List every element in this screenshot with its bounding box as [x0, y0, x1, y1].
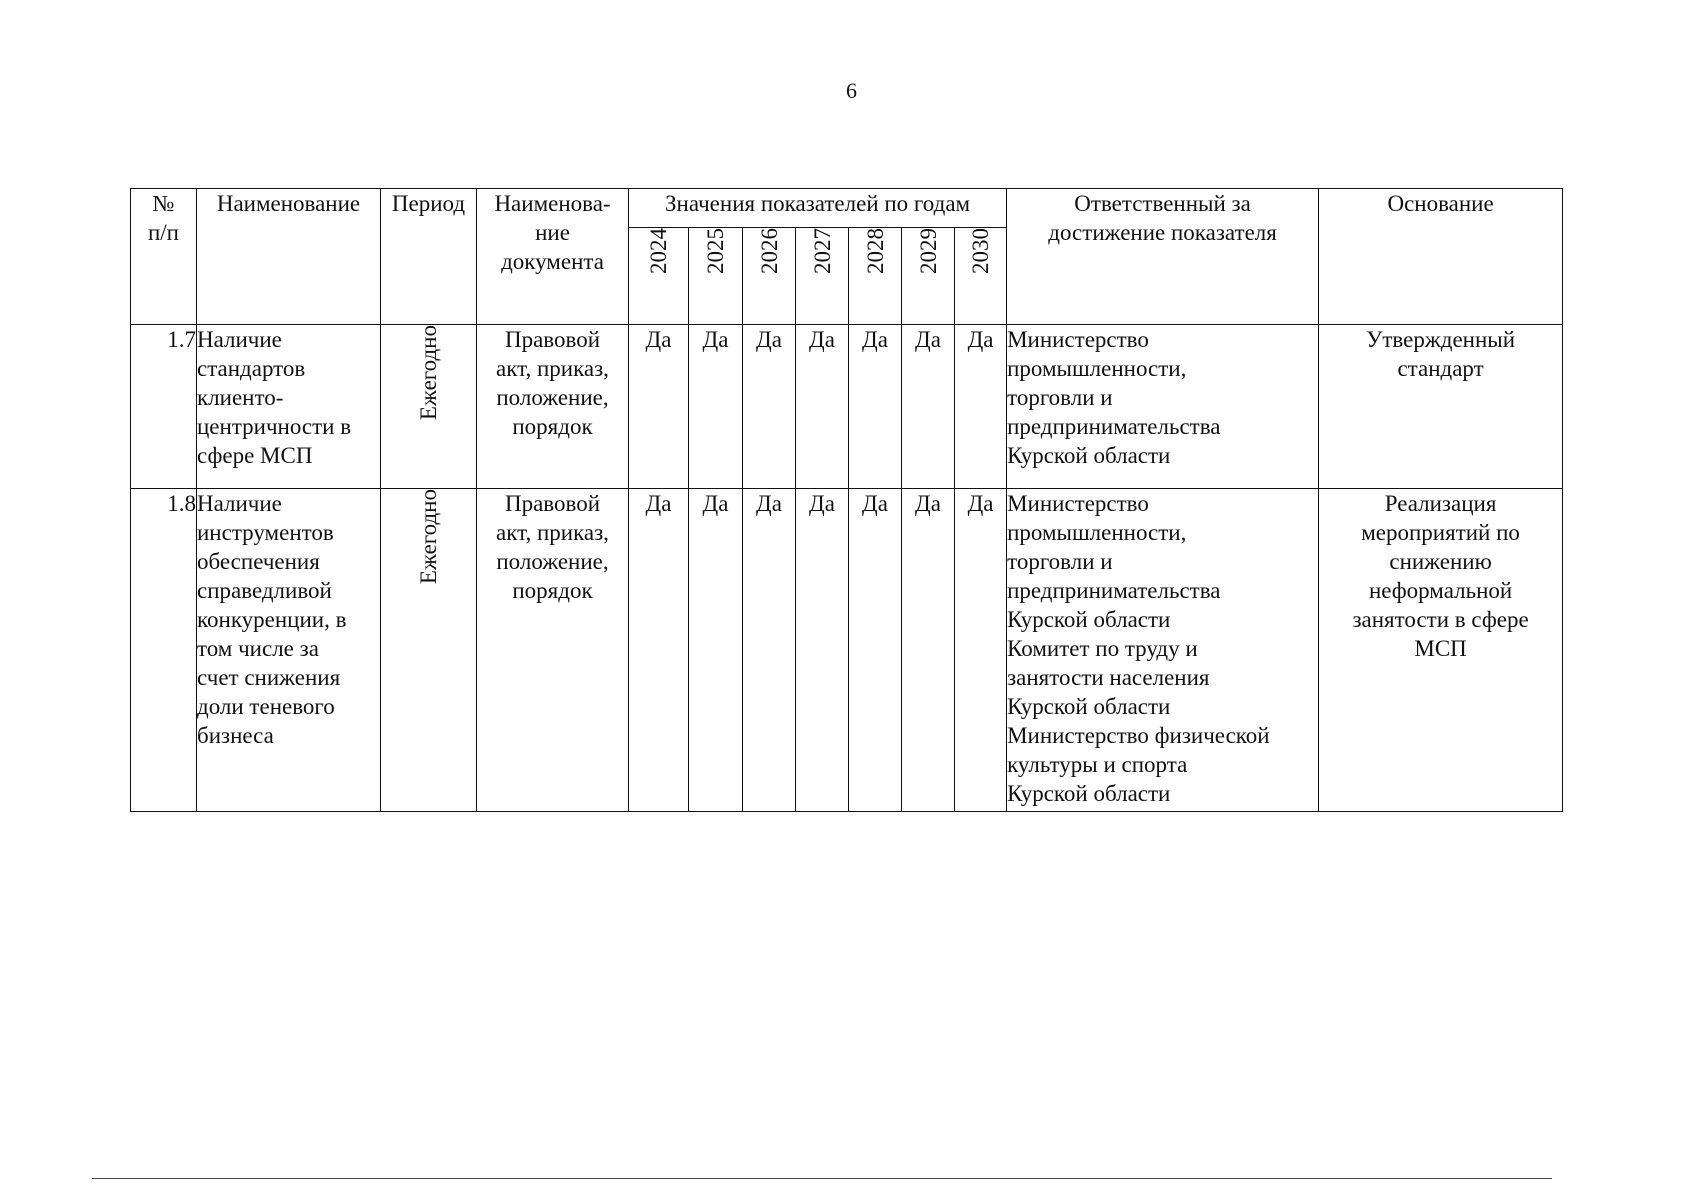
value-2027: Да [796, 489, 849, 812]
header-year-2027 [796, 228, 849, 325]
page-bottom-divider [92, 1178, 1552, 1179]
value-2028: Да [849, 325, 902, 489]
row-number: 1.8 [131, 489, 197, 812]
header-values-group: Значения показателей по годам [629, 189, 1007, 228]
document-name: Правовой акт, приказ, положение, порядок [477, 489, 629, 812]
value-2029: Да [902, 325, 955, 489]
table-row [131, 489, 1563, 812]
value-2029: Да [902, 489, 955, 812]
indicators-table [130, 188, 1563, 812]
period-label: Ежегодно [416, 489, 441, 585]
year-label: 2025 [703, 228, 728, 274]
value-2025: Да [689, 489, 743, 812]
period-label: Ежегодно [416, 325, 441, 421]
value-2025: Да [689, 325, 743, 489]
period-cell [381, 325, 477, 489]
value-2030: Да [955, 489, 1007, 812]
header-document: Наименова- ние документа [477, 189, 629, 325]
year-label: 2028 [862, 228, 888, 274]
year-label: 2027 [809, 228, 835, 274]
indicator-name: Наличие инструментов обеспечения справедливой конкуренции, в том числе за счет снижения доли теневого бизнеса [197, 489, 381, 812]
year-label: 2030 [968, 228, 994, 274]
value-2028: Да [849, 489, 902, 812]
header-year-2026 [743, 228, 796, 325]
indicator-name: Наличие стандартов клиенто- центричности в сфере МСП [197, 325, 381, 489]
value-2026: Да [743, 325, 796, 489]
header-responsible: Ответственный за достижение показателя [1007, 189, 1319, 325]
header-num: № п/п [131, 189, 197, 325]
page-number: 6 [846, 78, 857, 103]
header-year-2029 [902, 228, 955, 325]
header-year-2028 [849, 228, 902, 325]
header-year-2024 [629, 228, 689, 325]
header-year-2025 [689, 228, 743, 325]
responsible-cell: Министерство промышленности, торговли и предпринимательства Курской области Комитет по труду и занятости населения Курской области Министерство физической культуры и спорта Курской области [1007, 489, 1319, 812]
basis-cell: Утвержденный стандарт [1319, 325, 1563, 489]
year-label: 2026 [756, 228, 782, 274]
header-row-top [131, 189, 1563, 228]
indicators-table-wrapper [130, 188, 1562, 812]
header-period: Период [381, 189, 477, 325]
period-cell [381, 489, 477, 812]
row-number: 1.7 [131, 325, 197, 489]
header-year-2030 [955, 228, 1007, 325]
header-name: Наименование [197, 189, 381, 325]
table-row [131, 325, 1563, 489]
value-2026: Да [743, 489, 796, 812]
value-2024: Да [629, 325, 689, 489]
value-2027: Да [796, 325, 849, 489]
value-2024: Да [629, 489, 689, 812]
basis-cell: Реализация мероприятий по снижению неформальной занятости в сфере МСП [1319, 489, 1563, 812]
value-2030: Да [955, 325, 1007, 489]
document-name: Правовой акт, приказ, положение, порядок [477, 325, 629, 489]
year-label: 2029 [915, 228, 941, 274]
responsible-cell: Министерство промышленности, торговли и предпринимательства Курской области [1007, 325, 1319, 489]
year-label: 2024 [646, 228, 671, 274]
header-basis: Основание [1319, 189, 1563, 325]
